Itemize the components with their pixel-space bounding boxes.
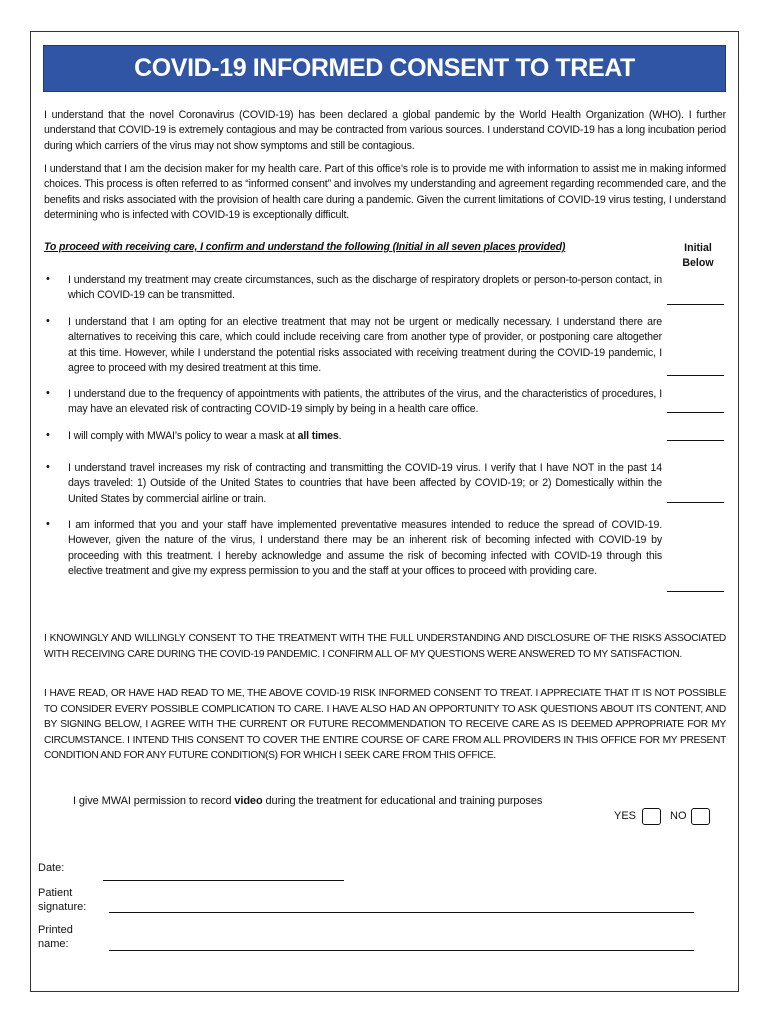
consent-item-4: [68, 429, 662, 444]
consent-item-text-end: .: [338, 430, 342, 442]
video-permission-pre: I give MWAI permission to record: [73, 795, 235, 807]
consent-item-emphasis: all times: [297, 430, 339, 442]
initial-field-6[interactable]: [667, 591, 724, 592]
patient-signature-field[interactable]: [109, 912, 694, 913]
consent-item-text: I am informed that you and your staff have implemented preventative measures intended to reduce the spread of COVID-19. However, given the nature of the virus, I understand there may be an inherent risk of becoming infected with COVID-19 by proceeding with this treatment. I hereby acknowledge and assume the risk of becoming infected with COVID-19 through this elective treatment and give my express permission to you and the staff at your offices to proceed with providing care.: [68, 519, 662, 578]
bullet-icon: •: [46, 387, 50, 399]
printed-name-label: Printed name:: [38, 924, 73, 950]
initial-field-2[interactable]: [667, 375, 724, 376]
form-title-banner: [43, 45, 726, 92]
yes-label: YES: [614, 810, 637, 822]
bullet-icon: •: [46, 273, 50, 285]
video-permission-post: during the treatment for educational and training purposes: [262, 795, 543, 807]
bullet-icon: •: [46, 315, 50, 327]
initial-field-1[interactable]: [667, 304, 724, 305]
consent-item-1: [68, 273, 662, 304]
bullet-icon: •: [46, 429, 50, 441]
no-label: NO: [670, 810, 687, 822]
consent-item-text: I understand travel increases my risk of contracting and transmitting the COVID-19 virus. I verify that I have NOT in the past 14 days traveled: 1) Outside of the United States to countries that have been affected by COVID-19; or 2) Domestically within the United States by commercial airline or train.: [68, 462, 662, 505]
consent-item-text: I understand my treatment may create circumstances, such as the discharge of respiratory droplets or person-to-person contact, in which COVID-19 can be transmitted.: [68, 274, 662, 302]
video-permission-text: [73, 795, 542, 807]
consent-declaration-2: I HAVE READ, OR HAVE HAD READ TO ME, THE ABOVE COVID-19 RISK INFORMED CONSENT TO TREAT. I APPRECIATE THAT IT IS NOT POSSIBLE TO CONSIDER EVERY POSSIBLE COMPLICATION TO CARE. I HAVE ALSO HAD AN OPPORTUNITY TO ASK QUESTIONS ABOUT ITS CONTENT, AND BY SIGNING BELOW, I AGREE WITH THE CURRENT OR FUTURE RECOMMENDATION TO RECEIVE CARE AS IS DEEMED APPROPRIATE FOR MY CIRCUMSTANCE. I INTEND THIS CONSENT TO COVER THE ENTIRE COURSE OF CARE FROM ALL PROVIDERS IN THIS OFFICE FOR MY PRESENT CONDITION AND FOR ANY FUTURE CONDITION(S) FOR WHICH I SEEK CARE FROM THIS OFFICE.: [44, 688, 726, 762]
consent-item-text: I will comply with MWAI’s policy to wear a mask at: [68, 430, 298, 442]
yes-checkbox[interactable]: [642, 808, 661, 825]
initial-field-5[interactable]: [667, 502, 724, 503]
bullet-icon: •: [46, 518, 50, 530]
bullet-icon: •: [46, 461, 50, 473]
initial-field-3[interactable]: [667, 412, 724, 413]
initial-field-4[interactable]: [667, 440, 724, 441]
patient-signature-label: Patient signature:: [38, 887, 87, 913]
confirm-heading: To proceed with receiving care, I confirm and understand the following (Initial in all seven places provided): [44, 241, 566, 253]
video-permission-emphasis: video: [234, 795, 263, 807]
printed-name-field[interactable]: [109, 950, 694, 951]
consent-declaration-1: I KNOWINGLY AND WILLINGLY CONSENT TO THE TREATMENT WITH THE FULL UNDERSTANDING AND DISCLOSURE OF THE RISKS ASSOCIATED WITH RECEIVING CARE DURING THE COVID-19 PANDEMIC. I CONFIRM ALL OF MY QUESTIONS WERE ANSWERED TO MY SATISFACTION.: [44, 633, 726, 660]
consent-item-5: [68, 461, 662, 507]
consent-item-2: [68, 315, 662, 377]
initial-below-header: Initial Below: [682, 242, 714, 270]
intro-paragraph-1: I understand that the novel Coronavirus (COVID-19) has been declared a global pandemic by the World Health Organization (WHO). I further understand that COVID-19 is extremely contagious and may be contracted from various sources. I understand COVID-19 has a long incubation period during which carriers of the virus may not show symptoms and still be contagious.: [44, 109, 726, 152]
consent-item-text: I understand due to the frequency of appointments with patients, the attributes of the virus, and the characteristics of procedures, I may have an elevated risk of contracting COVID-19 simply by being in a health care office.: [68, 388, 662, 416]
intro-paragraph-2: I understand that I am the decision maker for my health care. Part of this office’s role is to provide me with information to assist me in making informed choices. This process is often referred to as “informed consent” and involves my understanding and agreement regarding recommended care, and the benefits and risks associated with the provision of health care during a pandemic. Given the current limitations of COVID-19 virus testing, I understand determining who is infected with COVID-19 is exceptionally difficult.: [44, 163, 726, 222]
date-label: Date:: [38, 862, 65, 874]
form-title: COVID-19 INFORMED CONSENT TO TREAT: [134, 54, 635, 82]
consent-item-text: I understand that I am opting for an elective treatment that may not be urgent or medically necessary. I understand there are alternatives to receiving this care, which could include receiving care from another type of provider, or postponing care altogether at this time. However, while I understand the potential risks associated with receiving treatment during the COVID-19 pandemic, I agree to proceed with my desired treatment at this time.: [68, 316, 662, 375]
consent-item-3: [68, 387, 662, 418]
no-checkbox[interactable]: [691, 808, 710, 825]
date-field[interactable]: [103, 880, 344, 881]
consent-item-6: [68, 518, 662, 580]
